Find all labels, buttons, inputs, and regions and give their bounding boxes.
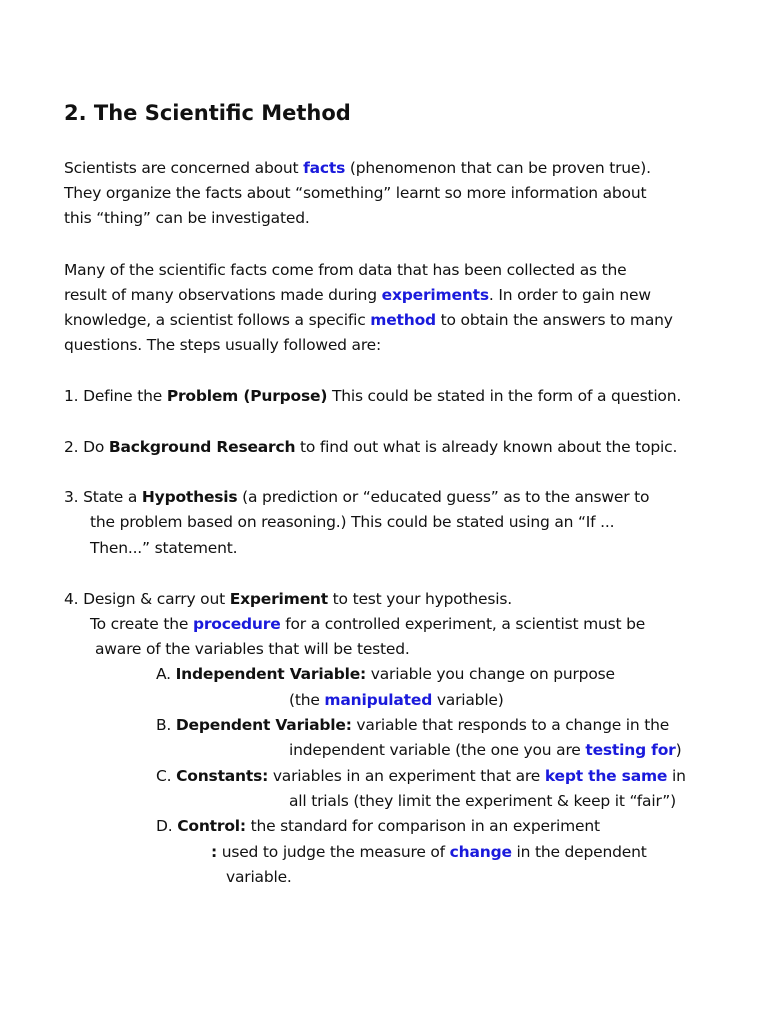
text-run: D. [156, 817, 178, 835]
step-3-line-1 [64, 484, 649, 510]
text-run: in [667, 767, 686, 785]
highlight-manipulated: manipulated [324, 691, 433, 709]
variable-c-line-2: all trials (they limit the experiment & keep it “fair”) [289, 792, 676, 810]
paragraph-1-line-1 [64, 155, 651, 181]
variable-d-line-2 [211, 839, 647, 865]
text-run: A. [156, 665, 176, 683]
step-3-line-3: Then...” statement. [90, 539, 238, 557]
text-run: 4. Design & carry out [64, 590, 230, 608]
term-background-research: Background Research [108, 438, 296, 456]
text-run: variable that responds to a change in the [351, 716, 670, 734]
page-title: 2. The Scientific Method [64, 101, 351, 125]
text-run: for a controlled experiment, a scientist must be [280, 615, 646, 633]
step-4-line-1 [64, 586, 512, 612]
term-problem: Problem (Purpose) [166, 387, 328, 405]
text-run: ) [675, 741, 682, 759]
variable-a-line-1 [156, 661, 615, 687]
text-run: result of many observations made during [64, 286, 382, 304]
term-independent-variable: Independent Variable: [175, 665, 367, 683]
text-run: C. [156, 767, 177, 785]
highlight-change: change [449, 843, 512, 861]
term-control: Control: [177, 817, 246, 835]
highlight-facts: facts [303, 159, 346, 177]
text-run: to obtain the answers to many [435, 311, 673, 329]
text-run: variable you change on purpose [366, 665, 615, 683]
paragraph-1-line-2: They organize the facts about “something” learnt so more information about [64, 184, 647, 202]
term-experiment: Experiment [229, 590, 328, 608]
variable-b-line-1 [156, 712, 669, 738]
variable-d-line-3: variable. [226, 868, 292, 886]
text-run: (the [289, 691, 325, 709]
highlight-procedure: procedure [192, 615, 281, 633]
highlight-kept-the-same: kept the same [544, 767, 668, 785]
text-run: Scientists are concerned about [64, 159, 304, 177]
text-run: (phenomenon that can be proven true). [345, 159, 651, 177]
highlight-testing-for: testing for [585, 741, 676, 759]
variable-a-line-2 [289, 687, 504, 713]
step-3-line-2: the problem based on reasoning.) This could be stated using an “If ... [90, 513, 615, 531]
text-run: independent variable (the one you are [289, 741, 586, 759]
text-run: This could be stated in the form of a question. [327, 387, 682, 405]
step-1 [64, 383, 681, 409]
text-run: 1. Define the [64, 387, 167, 405]
paragraph-2-line-1: Many of the scientific facts come from data that has been collected as the [64, 261, 627, 279]
text-run: in the dependent [511, 843, 647, 861]
term-hypothesis: Hypothesis [141, 488, 238, 506]
text-run: 3. State a [64, 488, 142, 506]
text-run: to test your hypothesis. [327, 590, 512, 608]
text-run: knowledge, a scientist follows a specific [64, 311, 371, 329]
step-2 [64, 434, 677, 460]
variable-d-line-1 [156, 813, 600, 839]
text-run: . In order to gain new [488, 286, 651, 304]
variable-b-line-2 [289, 737, 681, 763]
text-run: the standard for comparison in an experiment [245, 817, 600, 835]
term-dependent-variable: Dependent Variable: [175, 716, 352, 734]
text-run: used to judge the measure of [217, 843, 450, 861]
term-constants: Constants: [176, 767, 269, 785]
highlight-experiments: experiments [381, 286, 489, 304]
text-run: (a prediction or “educated guess” as to the answer to [237, 488, 650, 506]
paragraph-1-line-3: this “thing” can be investigated. [64, 209, 310, 227]
text-run: 2. Do [64, 438, 109, 456]
text-run: variable) [432, 691, 504, 709]
text-run: variables in an experiment that are [268, 767, 545, 785]
step-4-line-2 [90, 611, 645, 637]
paragraph-2-line-3 [64, 307, 673, 333]
colon-mark: : [211, 843, 217, 861]
paragraph-2-line-4: questions. The steps usually followed are: [64, 336, 382, 354]
variable-c-line-1 [156, 763, 686, 789]
text-run: to find out what is already known about the topic. [295, 438, 678, 456]
highlight-method: method [370, 311, 436, 329]
paragraph-2-line-2 [64, 282, 651, 308]
text-run: B. [156, 716, 176, 734]
text-run: To create the [90, 615, 193, 633]
step-4-line-3: aware of the variables that will be tested. [95, 640, 410, 658]
